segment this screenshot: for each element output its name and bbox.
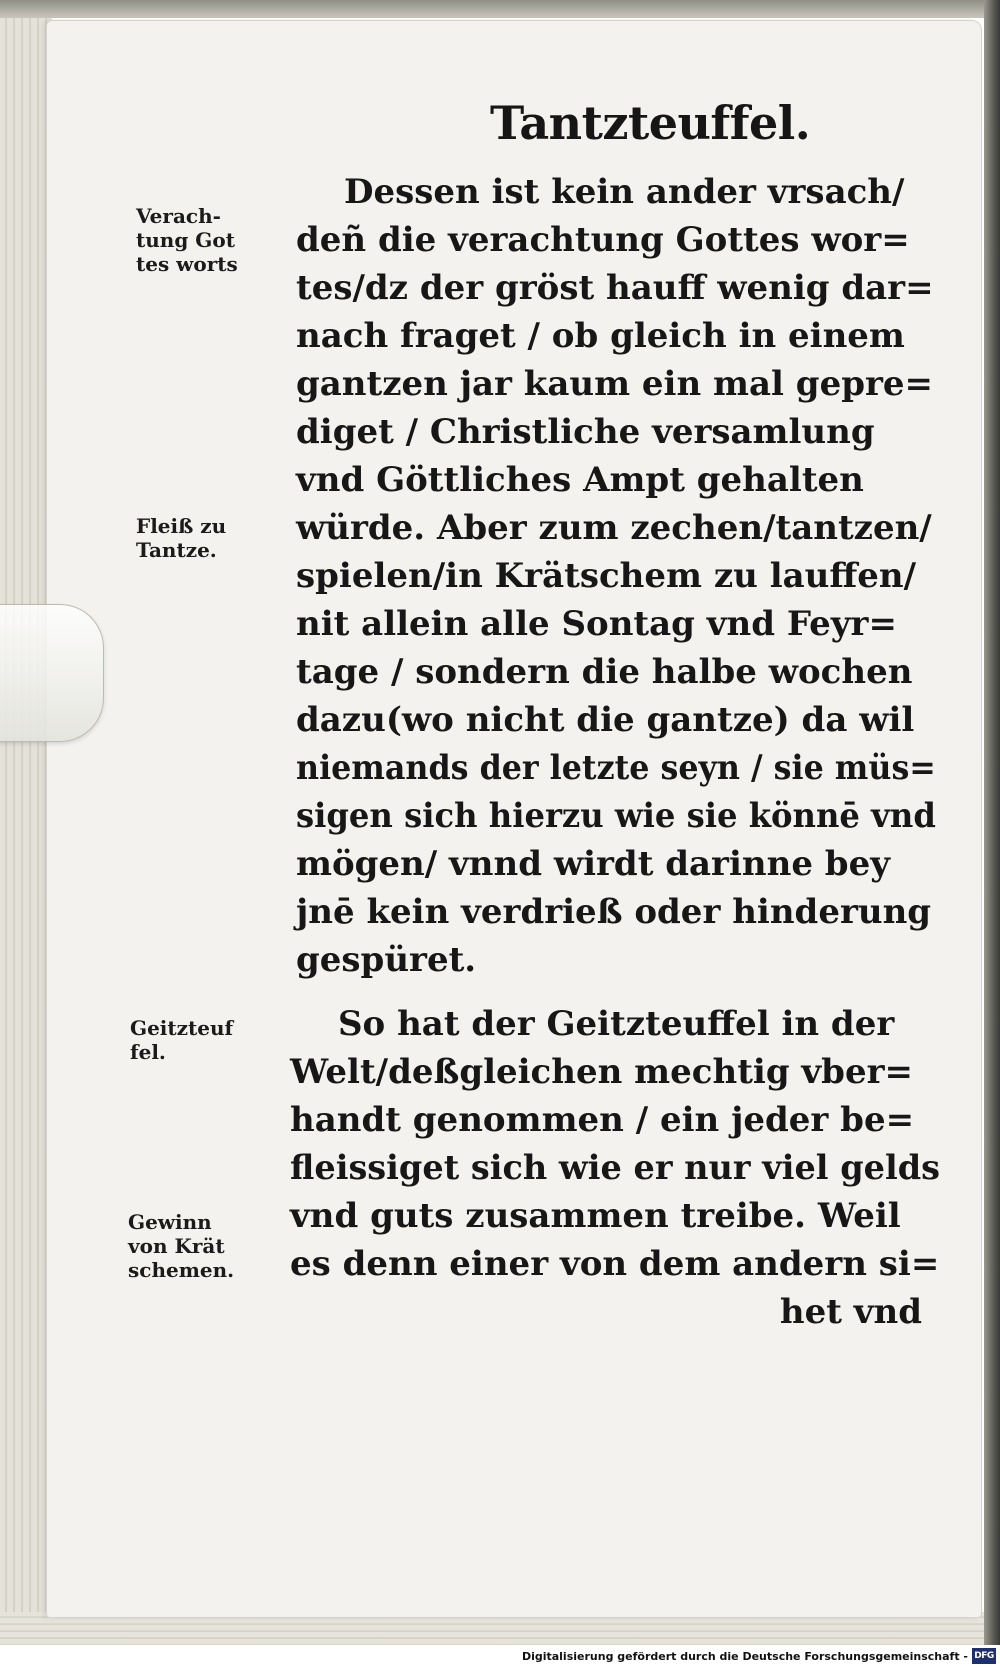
text-line: jnē kein verdrieß oder hinderung [296, 892, 932, 932]
margin-note-line: Gewinn [128, 1210, 212, 1234]
running-head: Tantzteuffel. [490, 96, 811, 150]
text-line: handt genommen / ein jeder be= [290, 1100, 915, 1140]
text-line: mögen/ vnnd wirdt darinne bey [296, 844, 890, 884]
text-line: Welt/deßgleichen mechtig vber= [290, 1052, 913, 1092]
margin-note-line: Geitzteuf [130, 1016, 234, 1040]
text-line: So hat der Geitzteuffel in der [338, 1004, 895, 1044]
text-line: tes/dz der gröst hauff wenig dar= [296, 268, 934, 308]
margin-note-line: fel. [130, 1040, 166, 1064]
scan-top-edge [0, 0, 1000, 18]
text-line: nit allein alle Sontag vnd Feyr= [296, 604, 897, 644]
margin-note-line: von Krät [128, 1234, 225, 1258]
page-stack-left-edge [0, 18, 52, 1618]
text-line: vnd Göttliches Ampt gehalten [296, 460, 864, 500]
text-line: diget / Christliche versamlung [296, 412, 875, 452]
paragraph-2 [290, 1000, 940, 1336]
margin-note-verachtung [136, 204, 238, 276]
dfg-logo: DFG [972, 1648, 996, 1664]
text-line: fleissiget sich wie er nur viel gelds [290, 1148, 941, 1188]
scan-right-edge [984, 0, 1000, 1645]
text-line: gespüret. [296, 940, 477, 980]
margin-note-fleiss [136, 514, 226, 562]
text-line: es denn einer von dem andern si= [290, 1244, 940, 1284]
margin-note-line: tes worts [136, 252, 238, 276]
margin-note-line: tung Got [136, 228, 235, 252]
text-line: spielen/in Krätschem zu lauffen/ [296, 556, 917, 596]
text-line: dazu(wo nicht die gantze) da wil [296, 700, 915, 740]
margin-note-line: Tantze. [136, 538, 217, 562]
text-line: niemands der letzte seyn / sie müs= [296, 748, 936, 788]
text-line: gantzen jar kaum ein mal gepre= [296, 364, 934, 404]
paragraph-1 [296, 168, 936, 984]
text-line: deñ die verachtung Gottes wor= [296, 220, 910, 260]
text-line: nach fraget / ob gleich in einem [296, 316, 905, 356]
text-line: Dessen ist kein ander vrsach/ [344, 172, 905, 212]
book-clip [0, 604, 104, 742]
margin-note-line: Fleiß zu [136, 514, 227, 538]
catchword-line: het vnd [779, 1292, 922, 1332]
margin-note-line: schemen. [128, 1258, 235, 1282]
text-line: würde. Aber zum zechen/tantzen/ [296, 508, 932, 548]
margin-note-geitzteuffel [130, 1016, 233, 1064]
text-line: vnd guts zusammen treibe. Weil [290, 1196, 901, 1236]
margin-note-line: Verach- [136, 204, 221, 228]
text-line: tage / sondern die halbe wochen [296, 652, 913, 692]
margin-note-gewinn [128, 1210, 234, 1282]
text-line: sigen sich hierzu wie sie könnē vnd [296, 796, 936, 836]
digitization-credit: Digitalisierung gefördert durch die Deutsche Forschungsgemeinschaft - [521, 1650, 968, 1663]
